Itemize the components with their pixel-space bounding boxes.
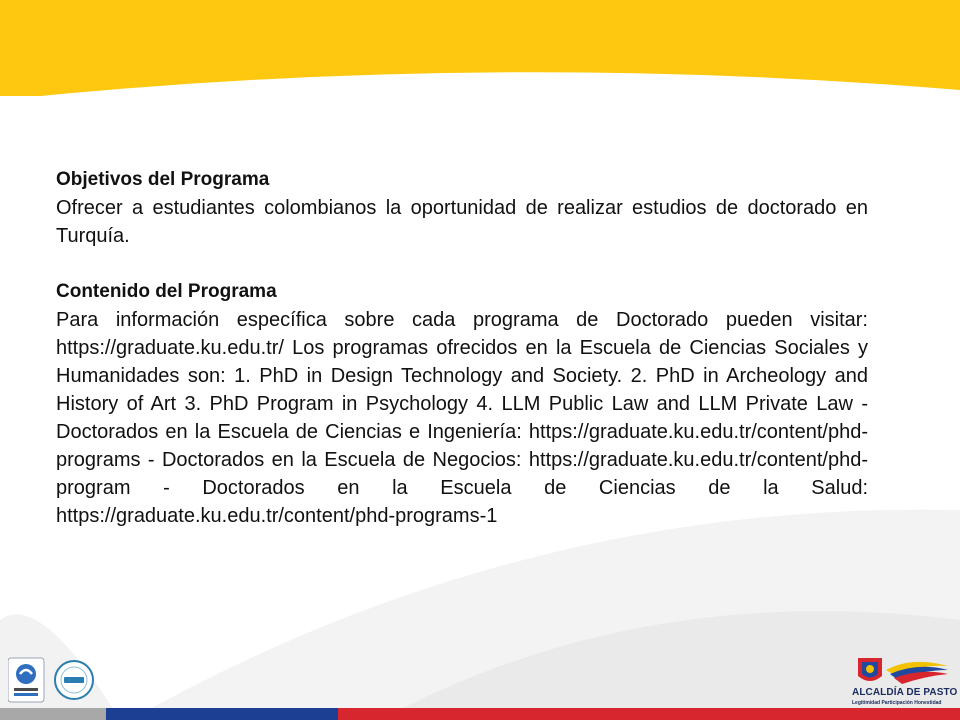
- section-body-contenido: Para información específica sobre cada programa de Doctorado pueden visitar: https://graduate.ku.edu.tr/ Los programas ofrecidos en la Escuela de Ciencias Sociales y Humanidades son: 1. PhD in Design Technology and Society. 2. PhD in Archeology and History of Art 3. PhD Program in Psychology 4. LLM Public Law and LLM Private Law - Doctorados en la Escuela de Ciencias e Ingeniería: https://graduate.ku.edu.tr/content/phd-programs - Doctorados en la Escuela de Negocios: https://graduate.ku.edu.tr/content/phd-program - Doctorados en la Escuela de Ciencias de la Salud: https://graduate.ku.edu.tr/content/phd-programs-1: [56, 309, 868, 527]
- footer-bar-blue: [106, 708, 338, 720]
- alcaldia-logo: [852, 654, 958, 710]
- alcaldia-name: ALCALDÍA DE PASTO: [852, 687, 958, 698]
- alcaldia-motto: Legitimidad Participación Honestidad: [852, 700, 942, 706]
- footer-color-bar: [0, 708, 960, 720]
- iqnet-certification-icon: [55, 661, 93, 699]
- footer-bar-gray: [0, 708, 106, 720]
- header-white-wave: [0, 60, 960, 140]
- icontec-certification-icon: [8, 658, 44, 702]
- certification-logos: [8, 656, 98, 704]
- section-body-objetivos: Ofrecer a estudiantes colombianos la oportunidad de realizar estudios de doctorado en Turquía.: [56, 197, 868, 247]
- coat-of-arms-icon: [852, 654, 952, 688]
- main-content: [56, 166, 868, 530]
- spacer: [56, 250, 868, 278]
- section-title-contenido: Contenido del Programa: [56, 281, 277, 302]
- section-title-objetivos: Objetivos del Programa: [56, 169, 270, 190]
- footer-bar-red: [338, 708, 960, 720]
